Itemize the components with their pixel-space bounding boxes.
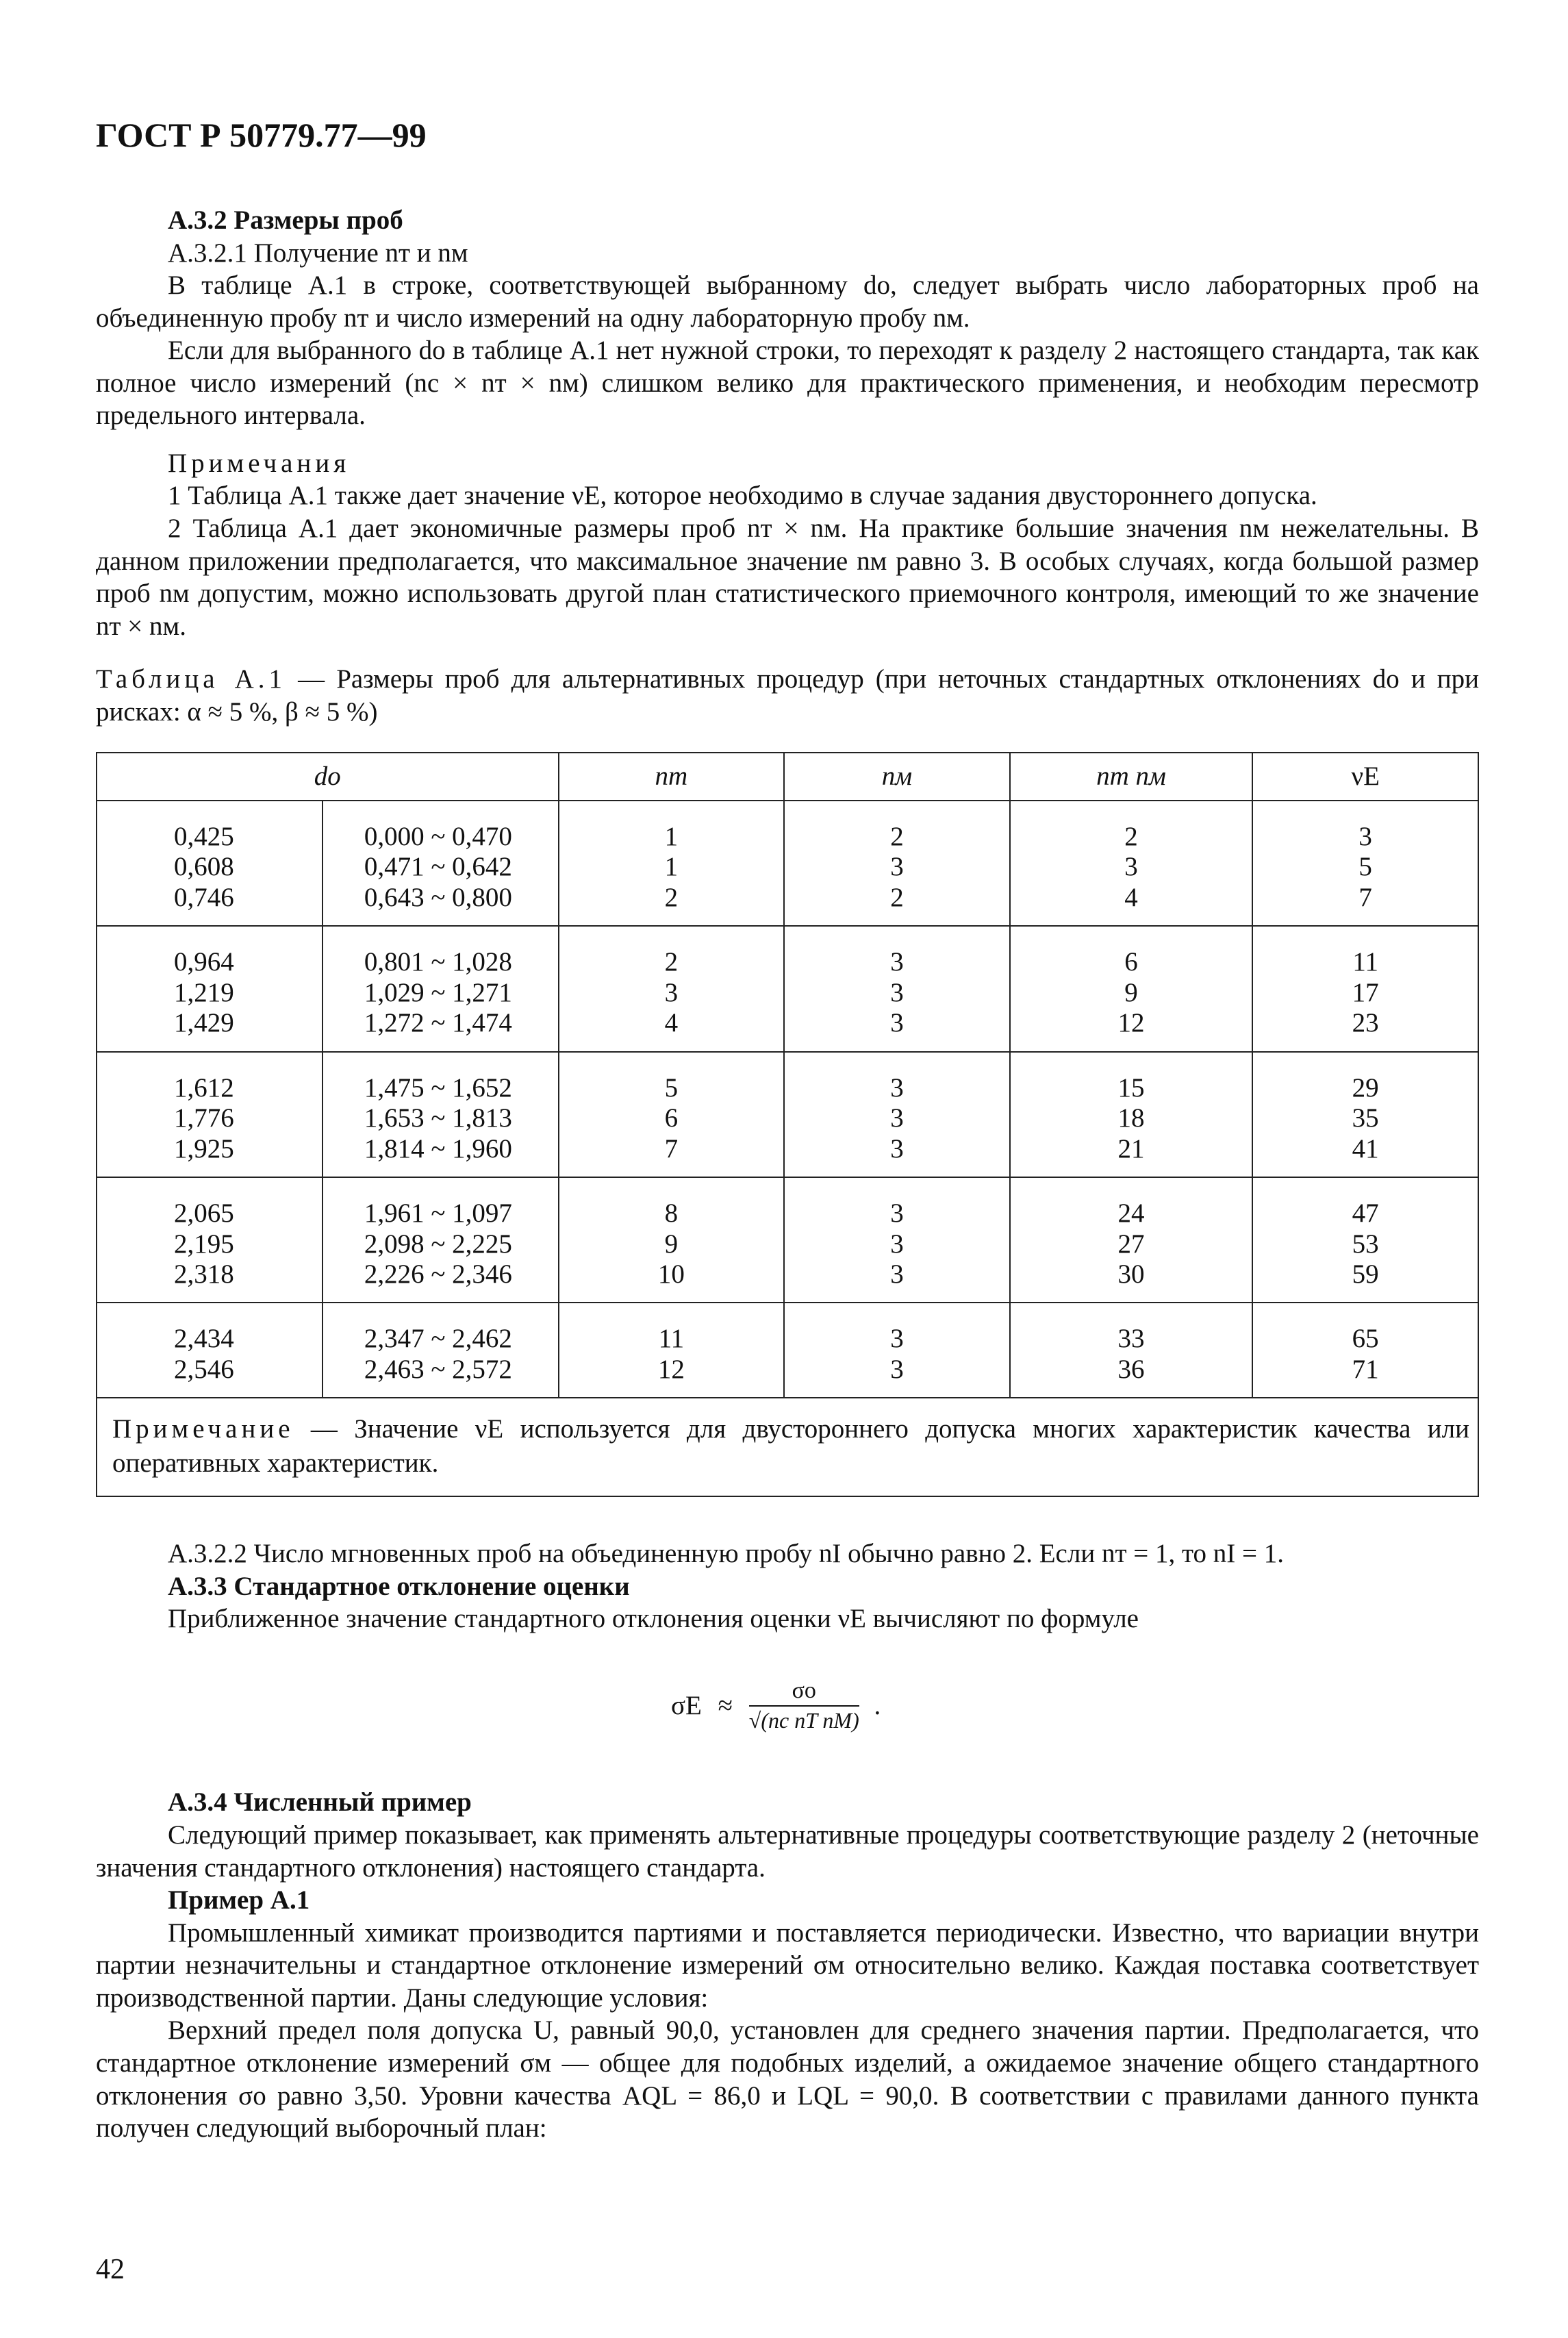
table-a1 (96, 752, 1479, 1497)
cell-nt: 2 3 4 (559, 926, 785, 1051)
table-row-group (97, 1052, 1478, 1177)
table-caption (96, 663, 1479, 728)
cell-ntnm: 2 3 4 (1010, 801, 1253, 926)
cell-ntnm: 6 9 12 (1010, 926, 1253, 1051)
header-d0: dо (97, 753, 559, 801)
cell-nm: 2 3 2 (784, 801, 1010, 926)
table-caption-text: — Размеры проб для альтернативных процедур (при неточных стандартных отклонениях dо и при рисках: α ≈ 5 %, β ≈ 5 %) (96, 664, 1480, 727)
table-header-row (97, 753, 1478, 801)
section-a34-heading-block (168, 1786, 1479, 1819)
header-nm: nм (784, 753, 1010, 801)
formula-lhs: σE (671, 1691, 702, 1720)
cell-nt: 11 12 (559, 1303, 785, 1398)
section-a34-body (96, 1819, 1479, 2145)
table-note-row (97, 1398, 1478, 1496)
section-a34-heading: А.3.4 Численный пример (168, 1787, 472, 1817)
header-ntnm: nт nм (1010, 753, 1253, 801)
cell-range: 0,801 ~ 1,028 1,029 ~ 1,271 1,272 ~ 1,474 (323, 926, 559, 1051)
notes-title: Примечания (168, 448, 351, 478)
table-caption-label: Таблица А.1 (96, 664, 287, 694)
formula-end: . (874, 1691, 881, 1720)
paragraph: Следующий пример показывает, как применять альтернативные процедуры соответствующие разделу 2 (неточные значения стандартного отклонения) настоящего стандарта. (96, 1820, 1479, 1883)
section-a322-a33 (168, 1537, 1479, 1635)
cell-nt: 1 1 2 (559, 801, 785, 926)
cell-nt: 8 9 10 (559, 1177, 785, 1303)
section-a322-text: А.3.2.2 Число мгновенных проб на объединенную пробу nI обычно равно 2. Если nт = 1, то nI = 1. (168, 1539, 1285, 1568)
cell-range: 1,475 ~ 1,652 1,653 ~ 1,813 1,814 ~ 1,960 (323, 1052, 559, 1177)
paragraph: В таблице А.1 в строке, соответствующей выбранному dо, следует выбрать число лабораторных проб на объединенную пробу nт и число измерений на одну лабораторную пробу nм. (96, 271, 1479, 333)
table-note-label: Примечание (112, 1414, 294, 1444)
paragraph: Верхний предел поля допуска U, равный 90,0, установлен для среднего значения партии. Предполагается, что стандартное отклонение измерений σм — общее для подобных изделий, а ожидаемое значение общего стандартного отклонения σо равно 3,50. Уровни качества AQL = 86,0 и LQL = 90,0. В соответствии с правилами данного пункта получен следующий выборочный план: (96, 2015, 1479, 2144)
page-number: 42 (96, 2254, 125, 2285)
cell-nm: 3 3 3 (784, 926, 1010, 1051)
cell-range: 0,000 ~ 0,470 0,471 ~ 0,642 0,643 ~ 0,800 (323, 801, 559, 926)
section-a32-body (96, 269, 1479, 642)
table-note-text: — Значение νE используется для двустороннего допуска многих характеристик качества или оперативных характеристик. (112, 1414, 1469, 1479)
formula-denominator: √(nc nT nM) (748, 1708, 859, 1733)
formula-fraction (749, 1678, 859, 1733)
document-code: ГОСТ Р 50779.77—99 (96, 116, 427, 154)
cell-d0: 1,612 1,776 1,925 (97, 1052, 323, 1177)
header-ve: νE (1252, 753, 1478, 801)
table-row-group (97, 801, 1478, 926)
cell-ntnm: 15 18 21 (1010, 1052, 1253, 1177)
cell-ve: 65 71 (1252, 1303, 1478, 1398)
note-item: 2 Таблица А.1 дает экономичные размеры проб nт × nм. На практике большие значения nм нежелательны. В данном приложении предполагается, что максимальное значение nм равно 3. В особых случаях, когда большой размер проб nм допустим, можно использовать другой план статистического приемочного контроля, имеющий то же значение nт × nм. (96, 514, 1479, 641)
table-row-group (97, 1303, 1478, 1398)
cell-nm: 3 3 3 (784, 1052, 1010, 1177)
example-title: Пример А.1 (168, 1885, 310, 1915)
cell-ve: 3 5 7 (1252, 801, 1478, 926)
cell-ntnm: 33 36 (1010, 1303, 1253, 1398)
section-a32-heading: А.3.2 Размеры проб (168, 205, 403, 235)
formula-numerator: σо (749, 1678, 859, 1707)
cell-range: 2,347 ~ 2,462 2,463 ~ 2,572 (323, 1303, 559, 1398)
section-a321-heading: А.3.2.1 Получение nт и nм (168, 238, 468, 268)
cell-d0: 2,434 2,546 (97, 1303, 323, 1398)
header-nt: nт (559, 753, 785, 801)
section-a32 (168, 204, 1479, 269)
formula-approx: ≈ (718, 1691, 733, 1720)
table-row-group (97, 1177, 1478, 1303)
cell-d0: 0,425 0,608 0,746 (97, 801, 323, 926)
note-item: 1 Таблица А.1 также дает значение νE, которое необходимо в случае задания двустороннего допуска. (168, 481, 1317, 511)
paragraph: Промышленный химикат производится партиями и поставляется периодически. Известно, что вариации внутри партии незначительны и стандартное отклонение измерений σм относительно велико. Каждая поставка соответствует производственной партии. Даны следующие условия: (96, 1918, 1479, 2013)
cell-nt: 5 6 7 (559, 1052, 785, 1177)
cell-d0: 2,065 2,195 2,318 (97, 1177, 323, 1303)
section-a33-text: Приближенное значение стандартного отклонения оценки νE вычисляют по формуле (168, 1604, 1139, 1634)
cell-ntnm: 24 27 30 (1010, 1177, 1253, 1303)
formula (671, 1678, 881, 1733)
cell-d0: 0,964 1,219 1,429 (97, 926, 323, 1051)
cell-nm: 3 3 (784, 1303, 1010, 1398)
cell-range: 1,961 ~ 1,097 2,098 ~ 2,225 2,226 ~ 2,346 (323, 1177, 559, 1303)
cell-nm: 3 3 3 (784, 1177, 1010, 1303)
cell-ve: 47 53 59 (1252, 1177, 1478, 1303)
cell-ve: 11 17 23 (1252, 926, 1478, 1051)
section-a33-heading: А.3.3 Стандартное отклонение оценки (168, 1571, 630, 1601)
paragraph: Если для выбранного dо в таблице А.1 нет нужной строки, то переходят к разделу 2 настоящего стандарта, так как полное число измерений (nс × nт × nм) слишком велико для практического применения, и необходим пересмотр предельного интервала. (96, 336, 1479, 431)
table-note (97, 1398, 1478, 1496)
cell-ve: 29 35 41 (1252, 1052, 1478, 1177)
table-row-group (97, 926, 1478, 1051)
